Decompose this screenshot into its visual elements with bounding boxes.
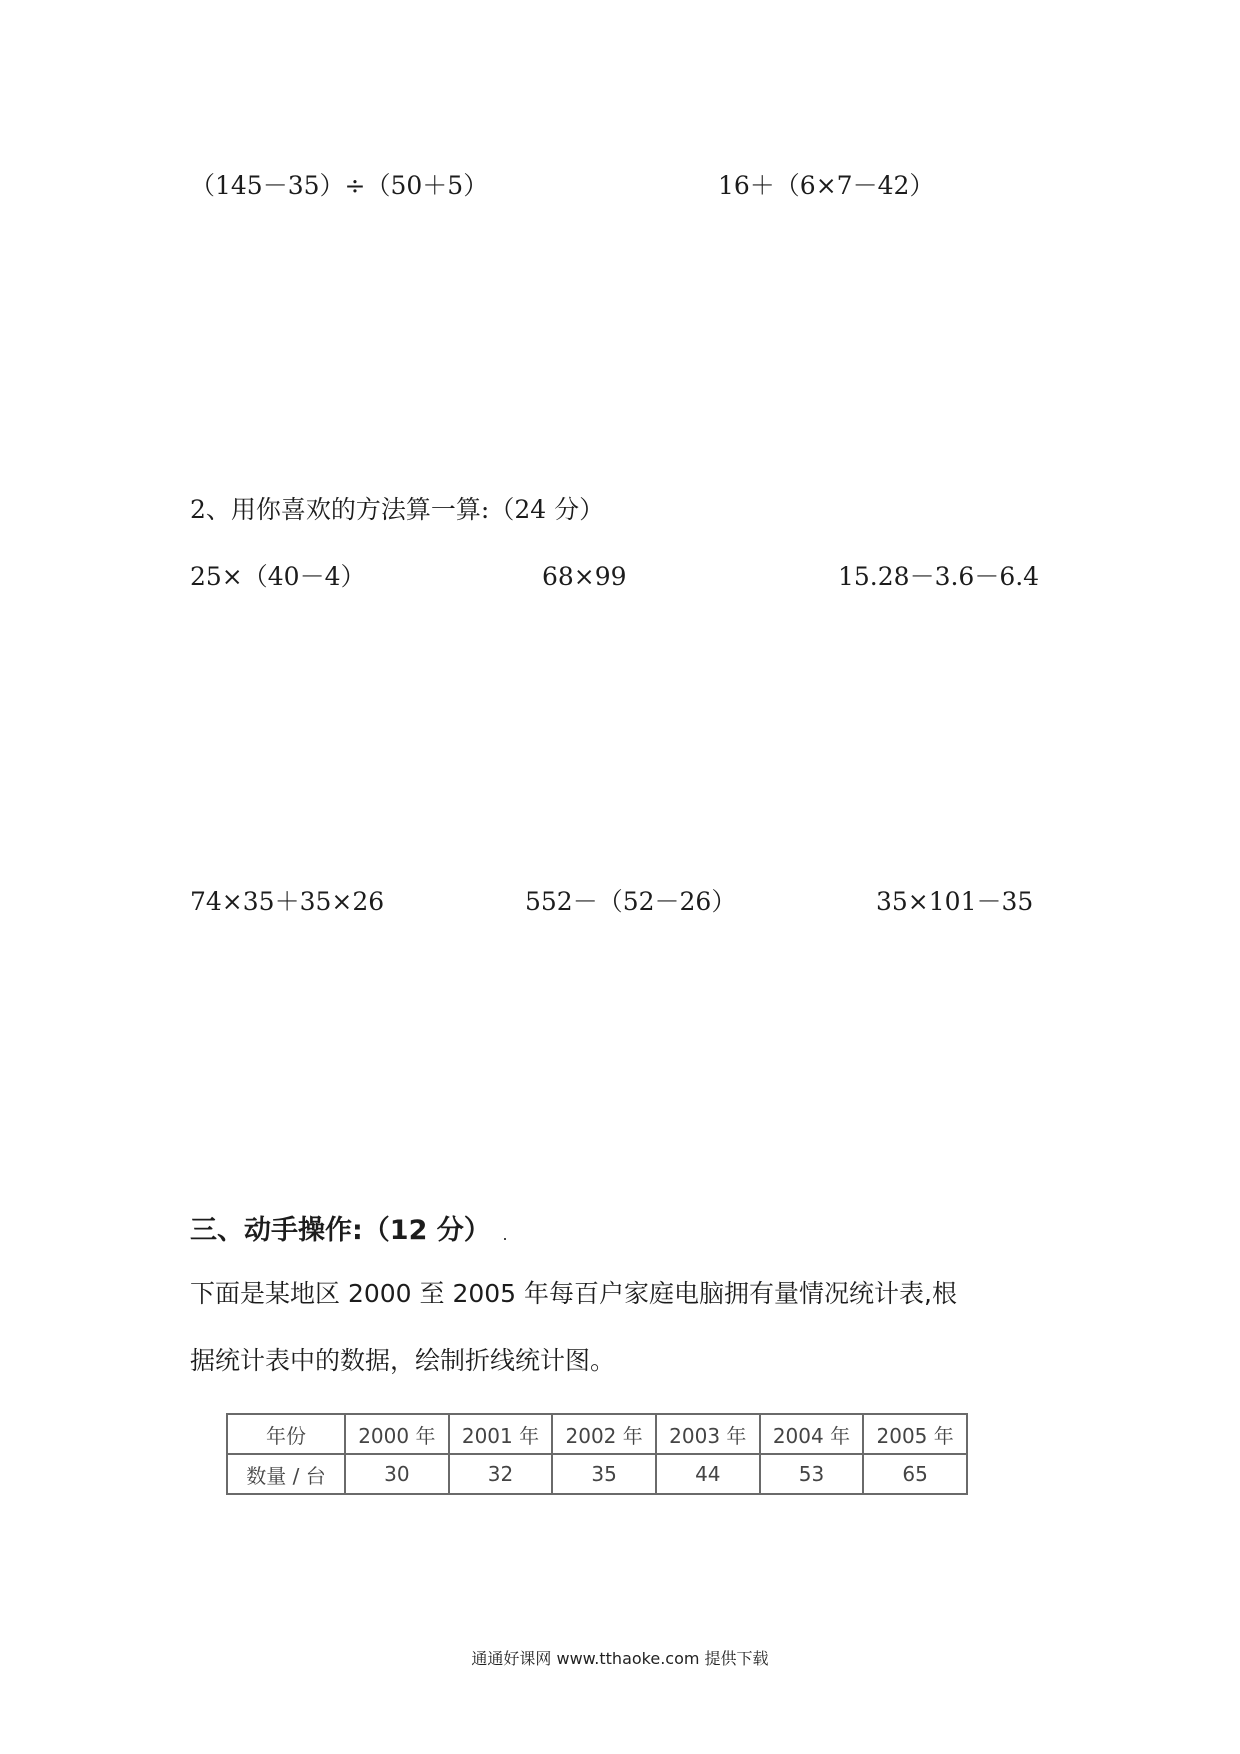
- table-value-row: [227, 1454, 967, 1494]
- table-value-cell: 65: [863, 1454, 967, 1494]
- table-value-cell: 32: [449, 1454, 553, 1494]
- table-value-cell: 30: [345, 1454, 449, 1494]
- expression-68-times-99: 68×99: [542, 562, 627, 591]
- statistics-table: [226, 1413, 968, 1495]
- section-three-paragraph-line-2: 据统计表中的数据，绘制折线统计图。: [190, 1346, 616, 1375]
- table-value-label: 数量 / 台: [227, 1454, 345, 1494]
- question-2-title: 2、用你喜欢的方法算一算:（24 分）: [190, 495, 605, 524]
- table-year-cell: 2005 年: [863, 1414, 967, 1454]
- table-value-cell: 53: [760, 1454, 864, 1494]
- expression-15-28-minus: 15.28－3.6－6.4: [838, 562, 1040, 591]
- page-footer: 通通好课网 www.tthaoke.com 提供下载: [471, 1649, 769, 1668]
- expression-16-plus: 16＋（6×7－42）: [718, 171, 935, 200]
- stray-dot: [504, 1238, 506, 1240]
- table-value-cell: 44: [656, 1454, 760, 1494]
- expression-552-minus: 552－（52－26）: [525, 887, 737, 916]
- expression-145-minus-35-div: （145－35）÷（50＋5）: [190, 171, 489, 200]
- table-value-cell: 35: [552, 1454, 656, 1494]
- table-header-row: [227, 1414, 967, 1454]
- table-year-cell: 2001 年: [449, 1414, 553, 1454]
- section-three-paragraph-line-1: 下面是某地区 2000 至 2005 年每百户家庭电脑拥有量情况统计表,根: [190, 1279, 957, 1308]
- table-header-label: 年份: [227, 1414, 345, 1454]
- expression-35-times-101: 35×101－35: [876, 887, 1034, 916]
- section-three-title: 三、动手操作:（12 分）: [190, 1215, 491, 1246]
- expression-74-times-35: 74×35＋35×26: [190, 887, 385, 916]
- table-year-cell: 2004 年: [760, 1414, 864, 1454]
- expression-25-times: 25×（40－4）: [190, 562, 366, 591]
- table-year-cell: 2002 年: [552, 1414, 656, 1454]
- table-year-cell: 2003 年: [656, 1414, 760, 1454]
- table-year-cell: 2000 年: [345, 1414, 449, 1454]
